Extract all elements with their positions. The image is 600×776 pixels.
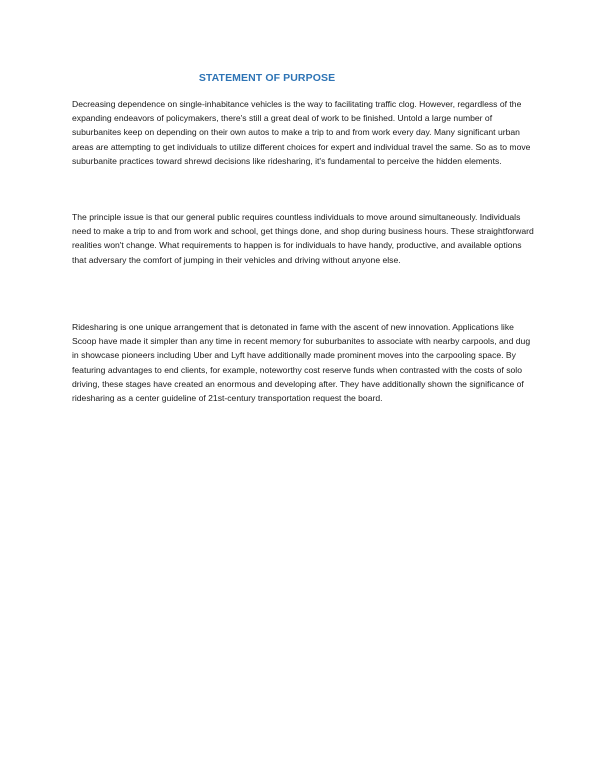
paragraph-1: Decreasing dependence on single-inhabitance vehicles is the way to facilitating traffic clog. However, regardless of the expanding endeavors of policymakers, there's still a great deal of work to be finished. Untold a large number of suburbanites keep on depending on their own autos to make a trip to and from work every day. Many significant urban areas are attempting to get individuals to utilize different choices for expert and individual travel the same. So as to move suburbanite practices toward shrewd decisions like ridesharing, it's fundamental to perceive the hidden elements. bbox=[72, 99, 531, 166]
paragraph-2: The principle issue is that our general public requires countless individuals to move around simultaneously. Individuals need to make a trip to and from work and school, get things done, and shop during business hours. These straightforward realities won't change. What requirements to happen is for individuals to have handy, productive, and available options that adversary the comfort of jumping in their vehicles and driving without anyone else. bbox=[72, 212, 534, 265]
paragraph-3: Ridesharing is one unique arrangement that is detonated in fame with the ascent of new innovation. Applications like Scoop have made it simpler than any time in recent memory for suburbanites to associate with nearby carpools, and dug in showcase pioneers including Uber and Lyft have additionally made prominent moves into the carpooling space. By featuring advantages to end clients, for example, noteworthy cost reserve funds when contrasted with the costs of solo driving, these stages have created an enormous and developing after. They have additionally shown the significance of ridesharing as a center guideline of 21st-century transportation request the board. bbox=[72, 322, 531, 404]
document-title: STATEMENT OF PURPOSE bbox=[198, 72, 336, 84]
